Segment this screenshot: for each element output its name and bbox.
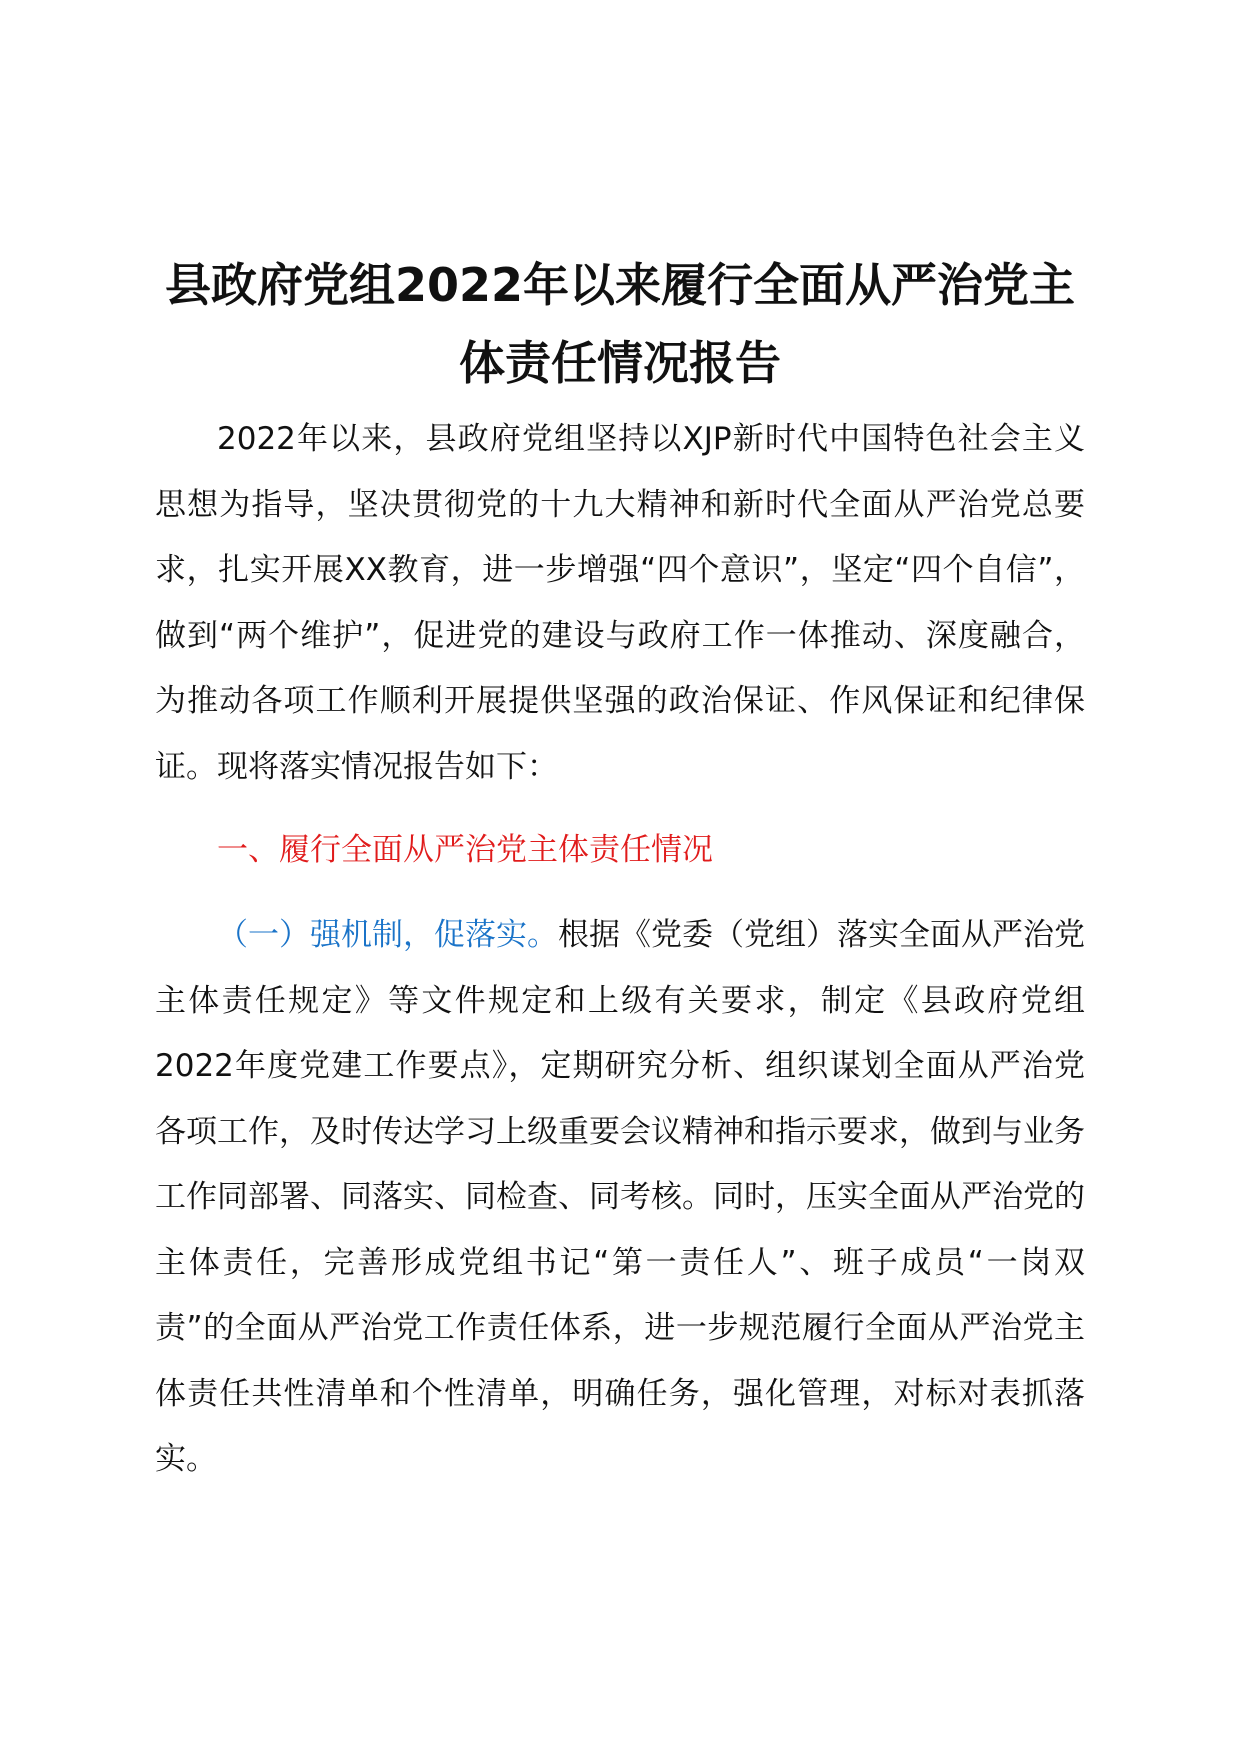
document-title: 县政府党组2022年以来履行全面从严治党主体责任情况报告 xyxy=(164,258,1076,390)
section-heading: 一、履行全面从严治党主体责任情况 xyxy=(217,832,713,868)
subsection-paragraph xyxy=(155,903,1085,1493)
intro-paragraph: 2022年以来，县政府党组坚持以XJP新时代中国特色社会主义思想为指导，坚决贯彻党的十九大精神和新时代全面从严治党总要求，扎实开展XX教育，进一步增强“四个意识”，坚定“四个自信”，做到“两个维护”，促进党的建设与政府工作一体推动、深度融合，为推动各项工作顺利开展提供坚强的政治保证、作风保证和纪律保证。现将落实情况报告如下： xyxy=(155,421,1085,785)
subsection-heading: （一）强机制，促落实。 xyxy=(217,917,558,953)
subsection-text: 根据《党委（党组）落实全面从严治党主体责任规定》等文件规定和上级有关要求，制定《县政府党组2022年度党建工作要点》，定期研究分析、组织谋划全面从严治党各项工作，及时传达学习上级重要会议精神和指示要求，做到与业务工作同部署、同落实、同检查、同考核。同时，压实全面从严治党的主体责任，完善形成党组书记“第一责任人”、班子成员“一岗双责”的全面从严治党工作责任体系，进一步规范履行全面从严治党主体责任共性清单和个性清单，明确任务，强化管理，对标对表抓落实。 xyxy=(155,917,1085,1477)
